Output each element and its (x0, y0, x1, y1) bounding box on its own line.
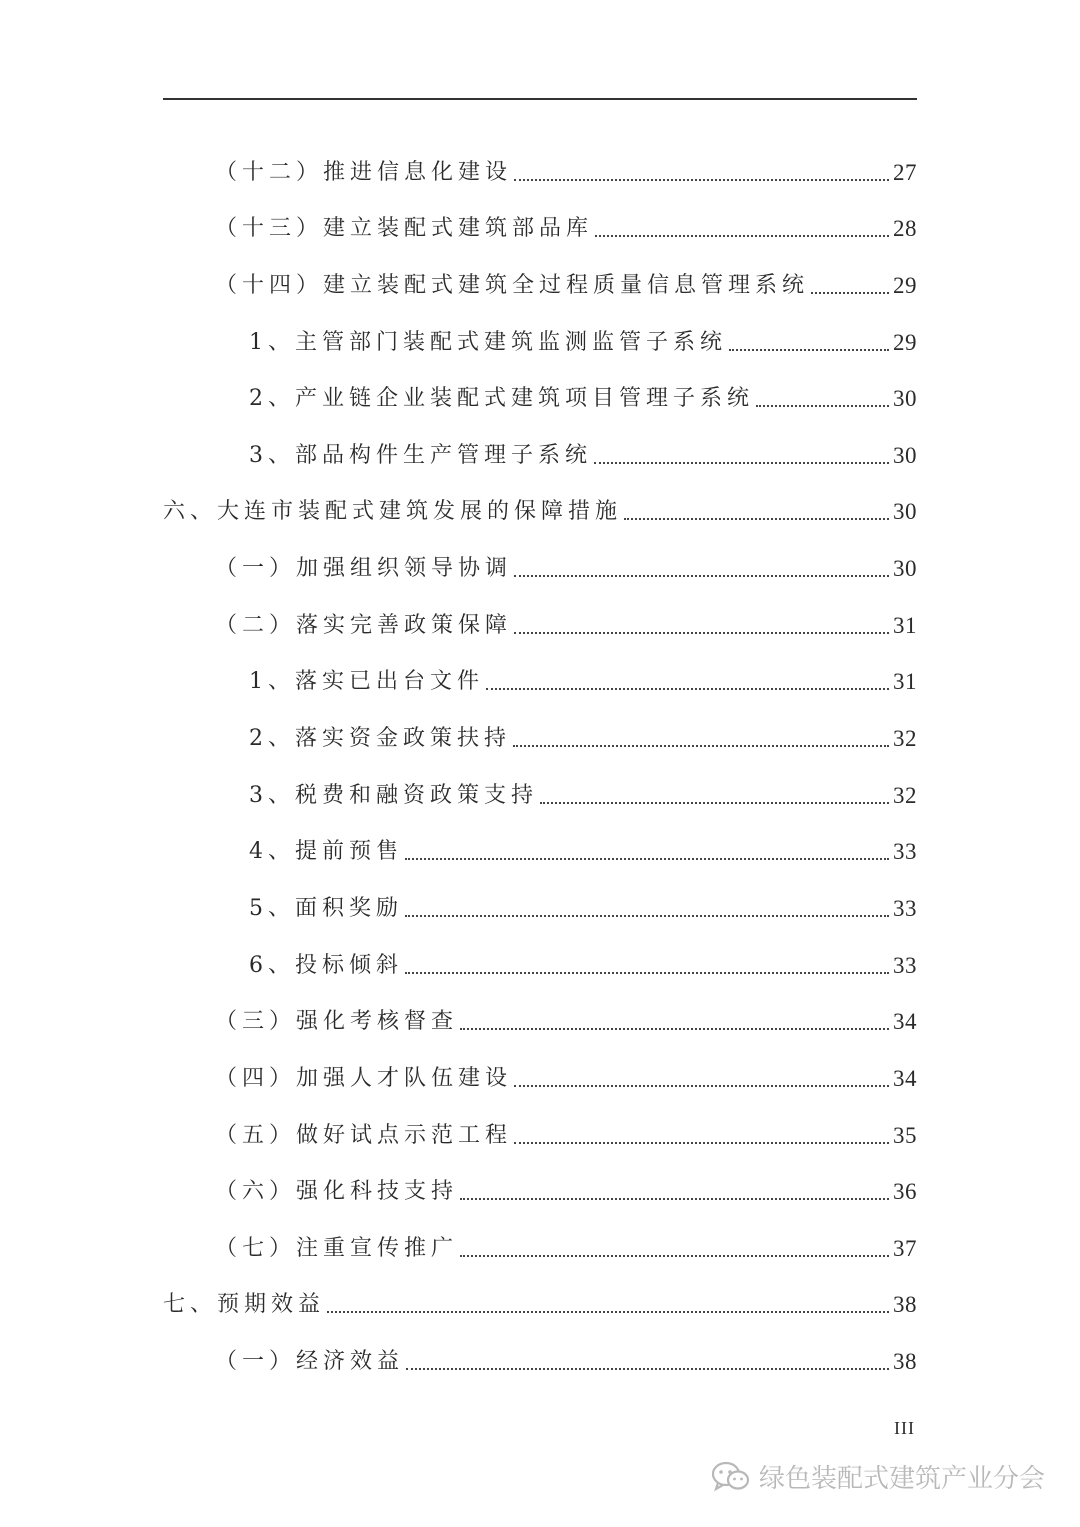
toc-entry[interactable] (163, 1151, 917, 1208)
toc-entry-title: 3、税费和融资政策支持 (249, 782, 538, 808)
toc-dot-leader (327, 1311, 889, 1313)
toc-entry[interactable] (163, 981, 917, 1038)
toc-dot-leader (514, 1085, 889, 1087)
toc-dot-leader (729, 349, 889, 351)
toc-dot-leader (514, 1142, 889, 1144)
toc-entry-page: 30 (893, 386, 917, 412)
toc-entry-page: 35 (893, 1122, 917, 1148)
toc-entry[interactable] (163, 754, 917, 811)
toc-entry-title: （五）做好试点示范工程 (215, 1122, 513, 1148)
toc-dot-leader (513, 745, 889, 747)
toc-entry[interactable] (163, 867, 917, 924)
toc-entry-page: 29 (893, 272, 917, 298)
header-rule (163, 98, 917, 100)
table-of-contents (163, 131, 917, 1377)
toc-entry-page: 30 (893, 499, 917, 525)
toc-dot-leader (624, 518, 889, 520)
watermark (711, 1458, 1045, 1495)
toc-entry-title: （三）强化考核督查 (215, 1009, 459, 1035)
toc-entry-title: （七）注重宣传推广 (215, 1235, 459, 1261)
toc-entry-page: 38 (893, 1349, 917, 1375)
toc-entry-page: 33 (893, 839, 917, 865)
toc-entry-title: 5、面积奖励 (249, 895, 403, 921)
toc-entry[interactable] (163, 1264, 917, 1321)
toc-entry-title: （六）强化科技支持 (215, 1179, 459, 1205)
toc-entry[interactable] (163, 301, 917, 358)
toc-entry-title: （一）加强组织领导协调 (215, 556, 513, 582)
toc-entry[interactable] (163, 641, 917, 698)
toc-dot-leader (405, 858, 889, 860)
toc-entry-title: （四）加强人才队伍建设 (215, 1065, 513, 1091)
toc-entry-page: 34 (893, 1065, 917, 1091)
wechat-icon (711, 1460, 751, 1494)
toc-dot-leader (756, 405, 889, 407)
toc-entry-page: 27 (893, 159, 917, 185)
toc-entry-title: 2、产业链企业装配式建筑项目管理子系统 (249, 386, 754, 412)
toc-entry[interactable] (163, 1207, 917, 1264)
toc-entry-title: 1、落实已出台文件 (249, 669, 484, 695)
toc-entry-page: 31 (893, 612, 917, 638)
toc-entry-page: 32 (893, 726, 917, 752)
toc-dot-leader (460, 1198, 889, 1200)
toc-dot-leader (540, 802, 889, 804)
toc-entry-page: 33 (893, 952, 917, 978)
toc-dot-leader (514, 179, 889, 181)
toc-entry-title: （二）落实完善政策保障 (215, 612, 513, 638)
toc-entry[interactable] (163, 188, 917, 245)
toc-dot-leader (594, 462, 889, 464)
toc-entry[interactable] (163, 527, 917, 584)
toc-entry[interactable] (163, 697, 917, 754)
toc-dot-leader (514, 575, 889, 577)
toc-dot-leader (460, 1028, 889, 1030)
toc-entry-page: 38 (893, 1292, 917, 1318)
toc-entry-title: （十三）建立装配式建筑部品库 (215, 216, 594, 242)
page-number: III (894, 1418, 915, 1438)
toc-entry[interactable] (163, 131, 917, 188)
toc-entry-title: 3、部品构件生产管理子系统 (249, 442, 592, 468)
toc-entry[interactable] (163, 1320, 917, 1377)
toc-entry[interactable] (163, 811, 917, 868)
toc-entry-page: 36 (893, 1179, 917, 1205)
toc-entry-page: 32 (893, 782, 917, 808)
toc-entry-page: 34 (893, 1009, 917, 1035)
toc-dot-leader (486, 688, 889, 690)
toc-dot-leader (595, 235, 889, 237)
toc-entry-page: 33 (893, 895, 917, 921)
toc-entry[interactable] (163, 244, 917, 301)
toc-entry[interactable] (163, 1037, 917, 1094)
toc-entry-title: 七、预期效益 (163, 1292, 326, 1318)
toc-entry-title: （十二）推进信息化建设 (215, 159, 513, 185)
toc-dot-leader (514, 632, 889, 634)
toc-entry-title: 1、主管部门装配式建筑监测监管子系统 (249, 329, 727, 355)
toc-dot-leader (460, 1255, 889, 1257)
toc-entry[interactable] (163, 924, 917, 981)
toc-entry[interactable] (163, 471, 917, 528)
toc-entry-page: 30 (893, 442, 917, 468)
toc-dot-leader (406, 1368, 889, 1370)
toc-entry-title: 2、落实资金政策扶持 (249, 726, 511, 752)
toc-entry-title: 六、大连市装配式建筑发展的保障措施 (163, 499, 623, 525)
toc-entry-page: 31 (893, 669, 917, 695)
toc-entry-title: （一）经济效益 (215, 1349, 405, 1375)
toc-entry-title: 4、提前预售 (249, 839, 403, 865)
toc-entry-title: （十四）建立装配式建筑全过程质量信息管理系统 (215, 272, 810, 298)
toc-entry[interactable] (163, 358, 917, 415)
toc-entry[interactable] (163, 584, 917, 641)
toc-dot-leader (811, 292, 889, 294)
toc-entry-page: 29 (893, 329, 917, 355)
toc-entry-page: 28 (893, 216, 917, 242)
toc-dot-leader (405, 915, 889, 917)
toc-dot-leader (405, 972, 889, 974)
toc-entry-title: 6、投标倾斜 (249, 952, 403, 978)
toc-entry-page: 37 (893, 1235, 917, 1261)
watermark-text: 绿色装配式建筑产业分会 (758, 1464, 1045, 1494)
toc-entry[interactable] (163, 414, 917, 471)
toc-entry[interactable] (163, 1094, 917, 1151)
toc-entry-page: 30 (893, 556, 917, 582)
